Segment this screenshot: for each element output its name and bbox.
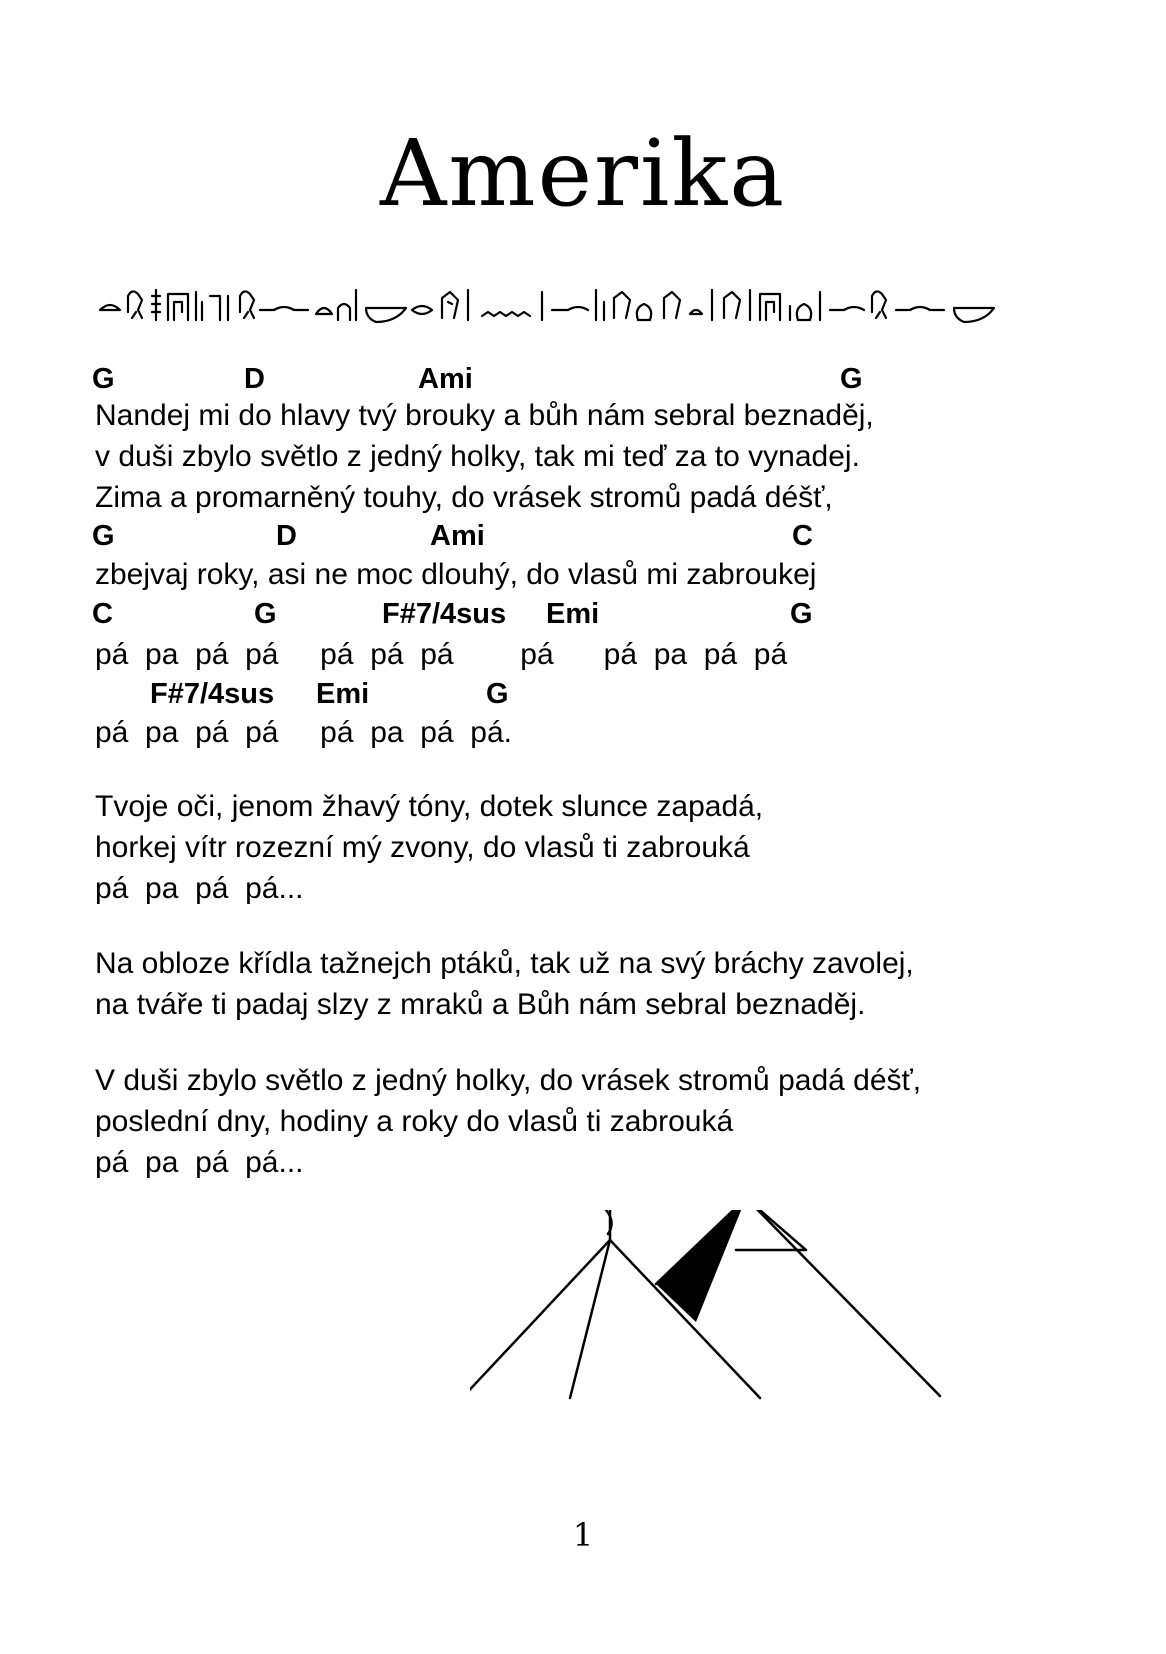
pyramids-with-flag-icon <box>470 1210 1010 1500</box>
hieroglyph-border-icon <box>98 282 1044 330</box>
chord: D <box>244 363 265 395</box>
chord: G <box>92 363 115 395</box>
chord: C <box>792 520 813 552</box>
song-title: Amerika <box>379 120 787 227</box>
chord: F#7/4sus <box>382 598 507 630</box>
chord: Emi <box>546 598 600 630</box>
lyric-line: Nandej mi do hlavy tvý brouky a bůh nám sebral beznaděj, <box>95 399 874 432</box>
chord: D <box>276 520 297 552</box>
chord: Ami <box>430 520 485 552</box>
lyric-line: poslední dny, hodiny a roky do vlasů ti zabrouká <box>95 1105 734 1138</box>
chord: G <box>254 598 277 630</box>
lyric-line: Zima a promarněný touhy, do vrásek stromů padá déšť, <box>95 481 833 514</box>
chord: G <box>790 598 813 630</box>
lyric-line: zbejvaj roky, asi ne moc dlouhý, do vlasů mi zabroukej <box>95 558 817 591</box>
page-number: 1 <box>572 1516 594 1554</box>
chord: G <box>840 363 863 395</box>
chord: Emi <box>316 678 370 710</box>
chord: Ami <box>418 363 473 395</box>
lyric-line: horkej vítr rozezní mý zvony, do vlasů ti zabrouká <box>95 831 750 864</box>
lyric-line: pá pa pá pá pá pá pá pá pá pa pá pá <box>95 638 788 671</box>
chord: F#7/4sus <box>150 678 275 710</box>
lyric-line: pá pa pá pá pá pa pá pá. <box>95 716 512 749</box>
chord: C <box>92 598 113 630</box>
lyric-line: Na obloze křídla tažnejch ptáků, tak už na svý bráchy zavolej, <box>95 947 914 980</box>
chord: G <box>486 678 509 710</box>
chord: G <box>92 520 115 552</box>
lyric-line: na tváře ti padaj slzy z mraků a Bůh nám sebral beznaděj. <box>95 988 866 1021</box>
lyric-line: pá pa pá pá... <box>95 1146 304 1179</box>
lyric-line: v duši zbylo světlo z jedný holky, tak mi teď za to vynadej. <box>95 440 860 473</box>
lyric-line: V duši zbylo světlo z jedný holky, do vrásek stromů padá déšť, <box>95 1064 922 1097</box>
lyric-line: pá pa pá pá... <box>95 872 304 905</box>
lyric-line: Tvoje oči, jenom žhavý tóny, dotek slunce zapadá, <box>95 790 764 823</box>
